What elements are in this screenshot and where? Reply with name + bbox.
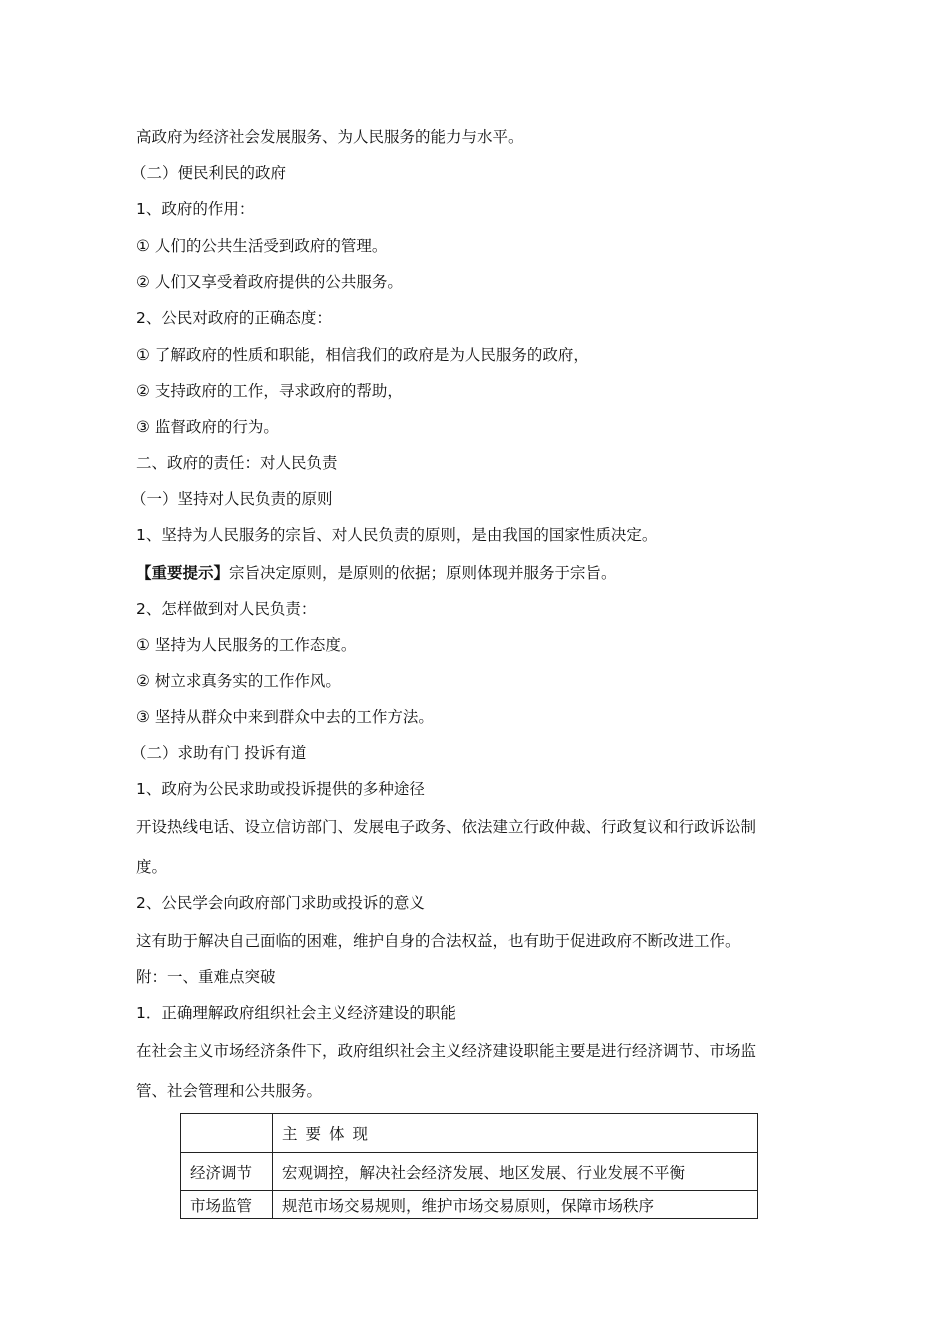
list-item: ① 了解政府的性质和职能，相信我们的政府是为人民服务的政府， — [136, 346, 589, 364]
table-cell: 宏观调控，解决社会经济发展、地区发展、行业发展不平衡 — [273, 1153, 758, 1191]
paragraph-line: 2、怎样做到对人民负责： — [136, 600, 317, 618]
table-cell: 经济调节 — [181, 1153, 273, 1191]
subsection-heading: （一）坚持对人民负责的原则 — [131, 490, 333, 508]
tip-label: 【重要提示】 — [136, 564, 230, 582]
paragraph-line: 2、公民学会向政府部门求助或投诉的意义 — [136, 894, 425, 912]
list-item: ③ 坚持从群众中来到群众中去的工作方法。 — [136, 708, 434, 726]
paragraph-line: 1、坚持为人民服务的宗旨、对人民负责的原则，是由我国的国家性质决定。 — [136, 526, 658, 544]
paragraph-line: 1、政府为公民求助或投诉提供的多种途径 — [136, 780, 425, 798]
paragraph-line: 管、社会管理和公共服务。 — [136, 1082, 323, 1100]
paragraph-line: 高政府为经济社会发展服务、为人民服务的能力与水平。 — [136, 128, 524, 146]
subsection-heading: （二）便民利民的政府 — [131, 164, 287, 182]
list-item: ③ 监督政府的行为。 — [136, 418, 279, 436]
paragraph-line: 这有助于解决自己面临的困难，维护自身的合法权益，也有助于促进政府不断改进工作。 — [136, 932, 741, 950]
table-header-row — [181, 1114, 758, 1153]
paragraph-line: 在社会主义市场经济条件下，政府组织社会主义经济建设职能主要是进行经济调节、市场监 — [136, 1042, 757, 1060]
table-cell: 市场监管 — [181, 1191, 273, 1219]
important-tip — [136, 563, 826, 583]
paragraph-line: 2、公民对政府的正确态度： — [136, 309, 332, 327]
table-header-cell: 主要体现 — [273, 1114, 758, 1153]
table-row — [181, 1191, 758, 1219]
paragraph-line: 1．正确理解政府组织社会主义经济建设的职能 — [136, 1004, 456, 1022]
list-item: ② 树立求真务实的工作作风。 — [136, 672, 341, 690]
tip-text: 宗旨决定原则，是原则的依据；原则体现并服务于宗旨。 — [229, 564, 617, 582]
function-table — [180, 1113, 758, 1219]
list-item: ② 人们又享受着政府提供的公共服务。 — [136, 273, 403, 291]
subsection-heading: （二）求助有门 投诉有道 — [131, 744, 307, 762]
paragraph-line: 开设热线电话、设立信访部门、发展电子政务、依法建立行政仲裁、行政复议和行政诉讼制 — [136, 818, 757, 836]
table-cell: 规范市场交易规则，维护市场交易原则，保障市场秩序 — [273, 1191, 758, 1219]
table-row — [181, 1153, 758, 1191]
table-header-cell — [181, 1114, 273, 1153]
section-heading: 附：一、重难点突破 — [136, 968, 276, 986]
list-item: ① 坚持为人民服务的工作态度。 — [136, 636, 357, 654]
paragraph-line: 度。 — [136, 858, 168, 876]
section-heading: 二、政府的责任：对人民负责 — [136, 454, 338, 472]
list-item: ① 人们的公共生活受到政府的管理。 — [136, 237, 388, 255]
paragraph-line: 1、政府的作用： — [136, 200, 255, 218]
list-item: ② 支持政府的工作，寻求政府的帮助， — [136, 382, 403, 400]
